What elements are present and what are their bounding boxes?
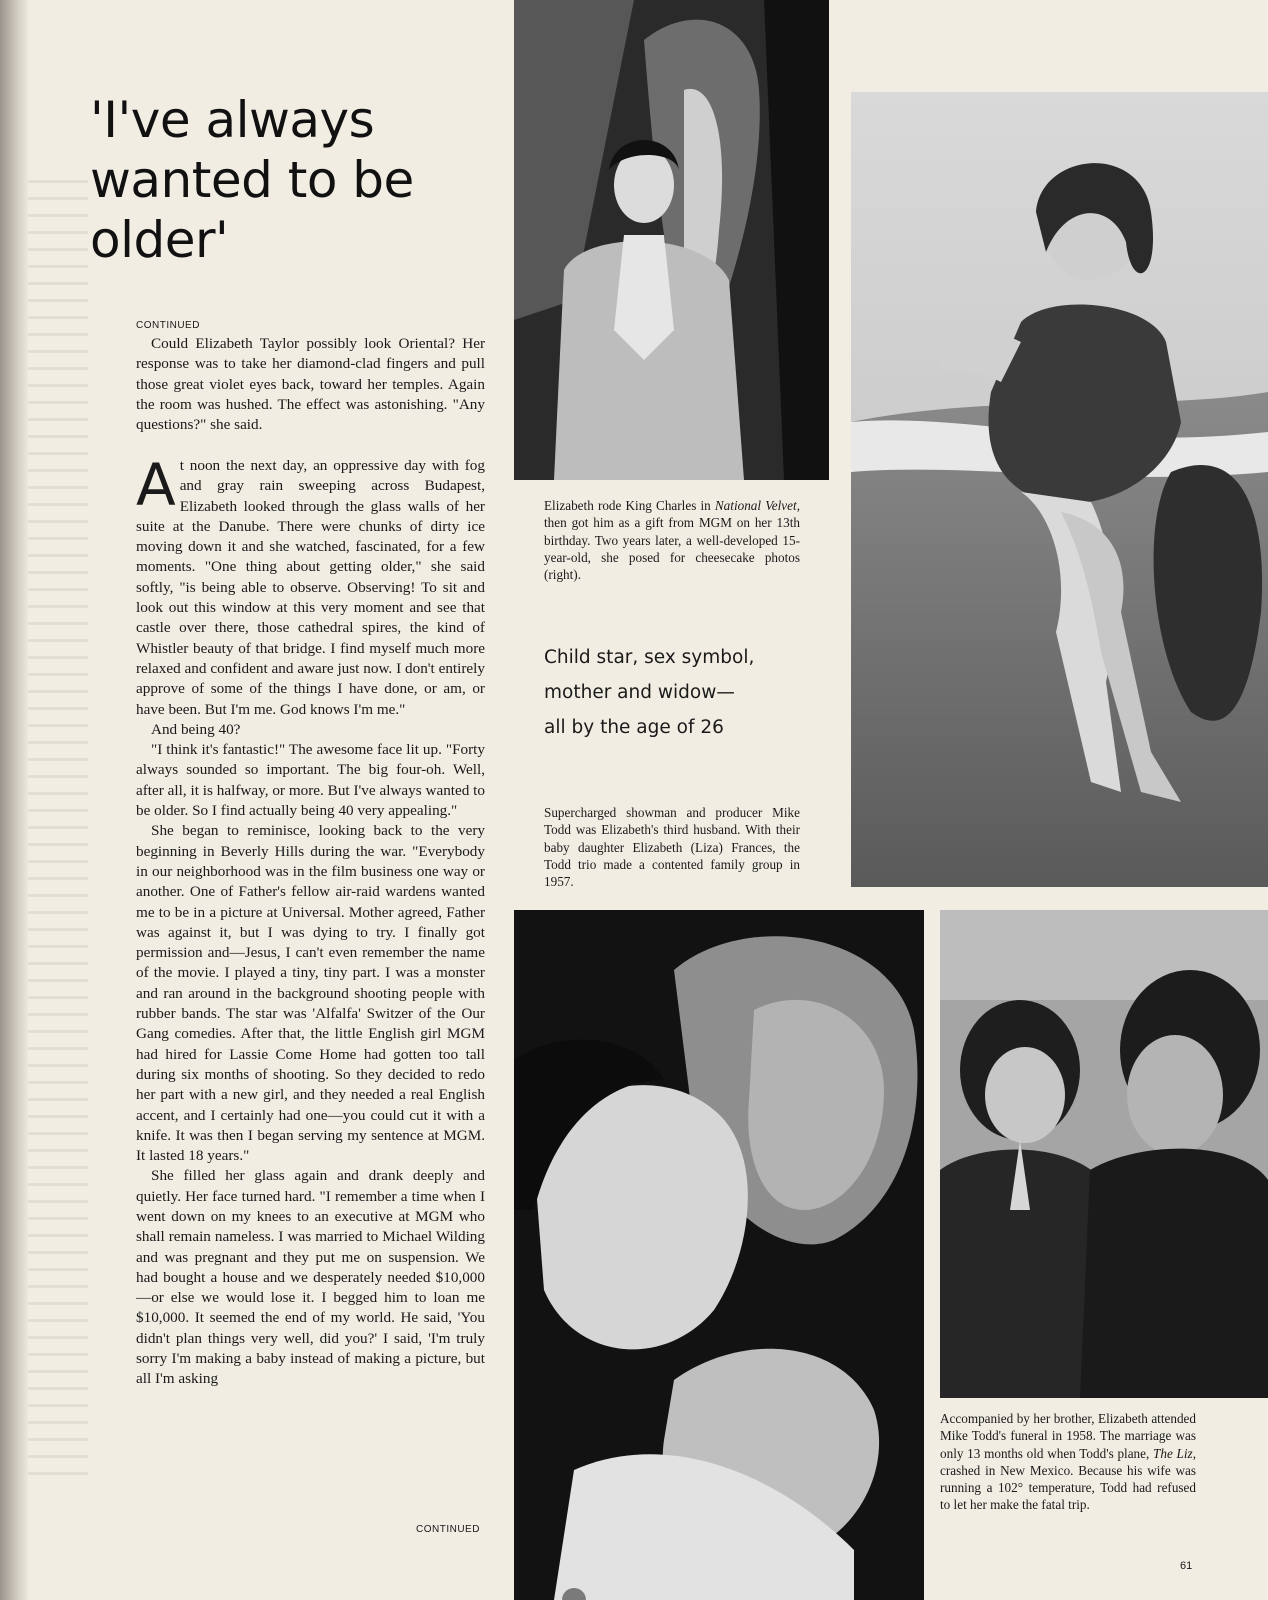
body-intro: Could Elizabeth Taylor possibly look Oriental? Her response was to take her diamond-clad fingers and pull those great violet eyes back, toward her temples. Again the room was hushed. The effect was astonishing. "Any questions?" she said. bbox=[136, 335, 485, 434]
facing-page-bleed bbox=[28, 180, 88, 1480]
article-headline: 'I've always wanted to be older' bbox=[90, 91, 414, 269]
body-column bbox=[136, 451, 485, 1390]
page-number: 61 bbox=[1180, 1560, 1193, 1572]
pull-quote-line-3: all by the age of 26 bbox=[544, 717, 724, 738]
body-paragraph-3: "I think it's fantastic!" The awesome face lit up. "Forty always sounded so important. The big four-oh. Well, after all, it is halfway, or more. But I've always wanted to be older. So I find actually being 40 very appealing." bbox=[136, 741, 485, 820]
caption-horse: Elizabeth rode King Charles in National Velvet, then got him as a gift from MGM on her 13th birthday. Two years later, a well-developed 15-year-old, she posed for cheesecake photos (right). bbox=[544, 498, 800, 583]
photo-beach bbox=[851, 92, 1268, 887]
pull-quote-line-1: Child star, sex symbol, bbox=[544, 647, 755, 668]
pull-quote-line-2: mother and widow— bbox=[544, 682, 735, 703]
body-paragraph-5: She filled her glass again and drank deeply and quietly. Her face turned hard. "I remember a time when I went down on my knees to an executive at MGM who shall remain nameless. I was married to Michael Wilding and was pregnant and they put me on suspension. We had bought a house and we desperately needed $10,000—or else we would lose it. I begged him to loan me $10,000. It seemed the end of my world. He said, 'You didn't plan things very well, did you?' I said, 'I'm truly sorry I'm making a baby instead of making a picture, but all I'm asking bbox=[136, 1167, 485, 1388]
photo-horse bbox=[514, 0, 829, 480]
drop-cap: A bbox=[136, 451, 176, 519]
caption-todd: Supercharged showman and producer Mike Todd was Elizabeth's third husband. With their baby daughter Elizabeth (Liza) Frances, the Todd trio made a contented family group in 1957. bbox=[544, 805, 800, 890]
continued-kicker: CONTINUED bbox=[136, 320, 200, 331]
funeral-image bbox=[940, 910, 1268, 1398]
body-column-top bbox=[136, 334, 485, 435]
film-title-national-velvet: National Velvet bbox=[714, 498, 797, 513]
caption-funeral: Accompanied by her brother, Elizabeth attended Mike Todd's funeral in 1958. The marriage was only 13 months old when Todd's plane, The Liz, crashed in New Mexico. Because his wife was running a 102° temperature, Todd had refused to let her make the fatal trip. bbox=[940, 1411, 1196, 1513]
body-paragraph-1: At noon the next day, an oppressive day with fog and gray rain sweeping across Budapest, Elizabeth looked through the glass walls of her suite at the Danube. There were chunks of dirty ice moving down it and she watched, fascinated, for a few moments. "One thing about getting older," she said softly, "is being able to observe. Observing! To sit and look out this window at this very moment and see that castle over there, those cathedral spires, the kind of Whistler beauty of that bridge. I find myself much more relaxed and confident and aware just now. I don't entirely approve of some of the things I have done, or am, or have been. But I'm me. God knows I'm me." bbox=[136, 451, 485, 718]
family-image bbox=[514, 910, 924, 1600]
beach-image bbox=[851, 92, 1268, 887]
plane-name-the-liz: The Liz bbox=[1153, 1445, 1193, 1461]
horse-image bbox=[514, 0, 829, 480]
photo-family bbox=[514, 910, 924, 1600]
body-paragraph-4: She began to reminisce, looking back to the very beginning in Beverly Hills during the war. "Everybody in our neighborhood was in the film business one way or another. One of Father's fellow air-raid wardens wanted me to be in a picture at Universal. Mother agreed, Father was against it, but I was dying to try. I finally got permission and—Jesus, I can't even remember the name of the movie. I played a tiny, tiny part. I was a monster and ran around in the background shooting people with rubber bands. The star was 'Alfalfa' Switzer of the Our Gang comedies. After that, the little English girl MGM had hired for Lassie Come Home had gotten too tall during six months of shooting. So they decided to redo her part with a new girl, and they needed a real English accent, and I certainly had one—you could cut it with a knife. It was then I began serving my sentence at MGM. It lasted 18 years." bbox=[136, 822, 485, 1165]
page-gutter-shadow bbox=[0, 0, 28, 1600]
body-paragraph-2: And being 40? bbox=[151, 720, 241, 738]
continued-footer: CONTINUED bbox=[416, 1524, 480, 1535]
photo-funeral bbox=[940, 910, 1268, 1398]
pull-quote bbox=[544, 640, 844, 745]
